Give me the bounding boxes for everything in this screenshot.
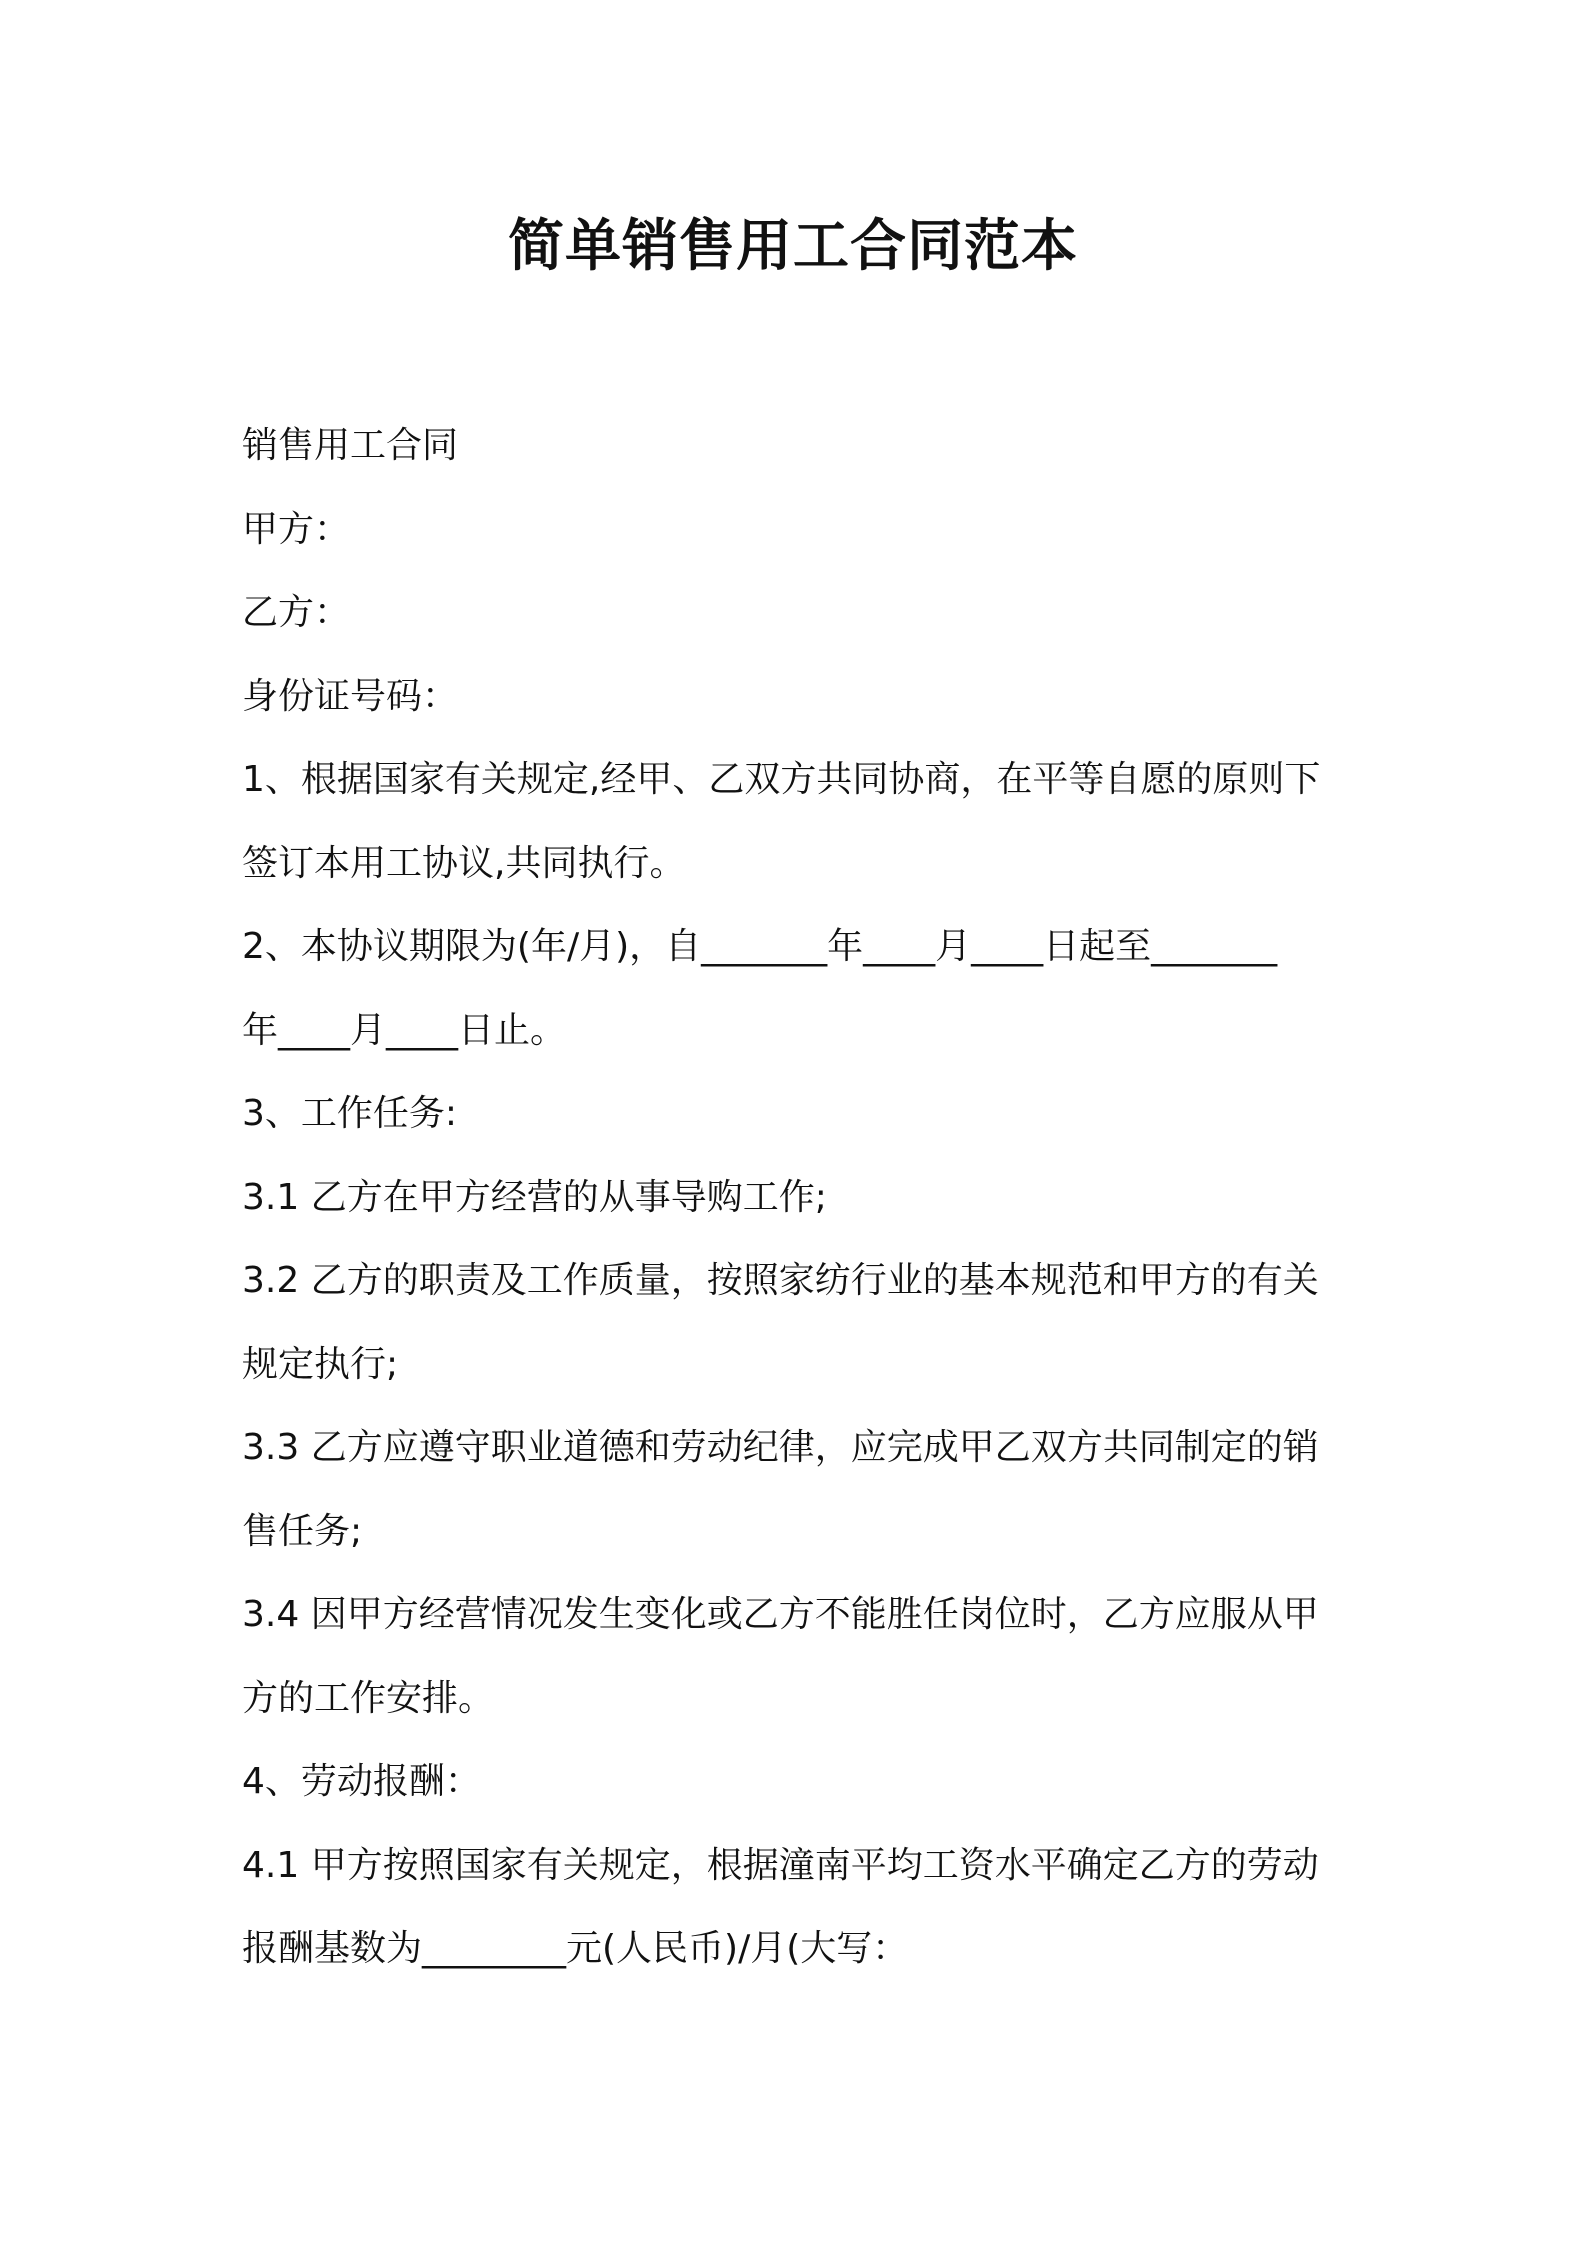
paragraph-line: 销售用工合同: [242, 425, 459, 466]
paragraph-line: 3.4 因甲方经营情况发生变化或乙方不能胜任岗位时，乙方应服从甲: [242, 1594, 1319, 1635]
paragraph-line: 3.2 乙方的职责及工作质量，按照家纺行业的基本规范和甲方的有关: [242, 1260, 1319, 1301]
paragraph-line: 甲方：: [242, 508, 351, 550]
paragraph-line: 1、根据国家有关规定,经甲、乙双方共同协商，在平等自愿的原则下: [242, 759, 1321, 800]
paragraph-line: 4.1 甲方按照国家有关规定，根据潼南平均工资水平确定乙方的劳动: [242, 1844, 1319, 1886]
paragraph-line: 2、本协议期限为(年/月)，自_______年____月____日起至_______: [242, 926, 1278, 967]
paragraph-line: 售任务;: [242, 1510, 363, 1552]
paragraph-line: 方的工作安排。: [242, 1677, 495, 1719]
paragraph-line: 乙方：: [242, 592, 351, 633]
paragraph-line: 报酬基数为________元(人民币)/月(大写：: [242, 1928, 909, 1969]
paragraph-line: 3.1 乙方在甲方经营的从事导购工作;: [242, 1176, 827, 1218]
paragraph-line: 签订本用工协议,共同执行。: [242, 842, 686, 884]
paragraph-line: 规定执行;: [242, 1343, 399, 1385]
paragraph-line: 年____月____日止。: [242, 1009, 567, 1051]
paragraph-line: 3、工作任务:: [242, 1093, 458, 1134]
document-body: [242, 404, 1362, 1991]
paragraph-line: 4、劳动报酬：: [242, 1761, 481, 1802]
paragraph-line: 身份证号码：: [242, 675, 459, 717]
paragraph-line: 3.3 乙方应遵守职业道德和劳动纪律，应完成甲乙双方共同制定的销: [242, 1427, 1319, 1468]
document-title: 简单销售用工合同范本: [508, 214, 1078, 279]
